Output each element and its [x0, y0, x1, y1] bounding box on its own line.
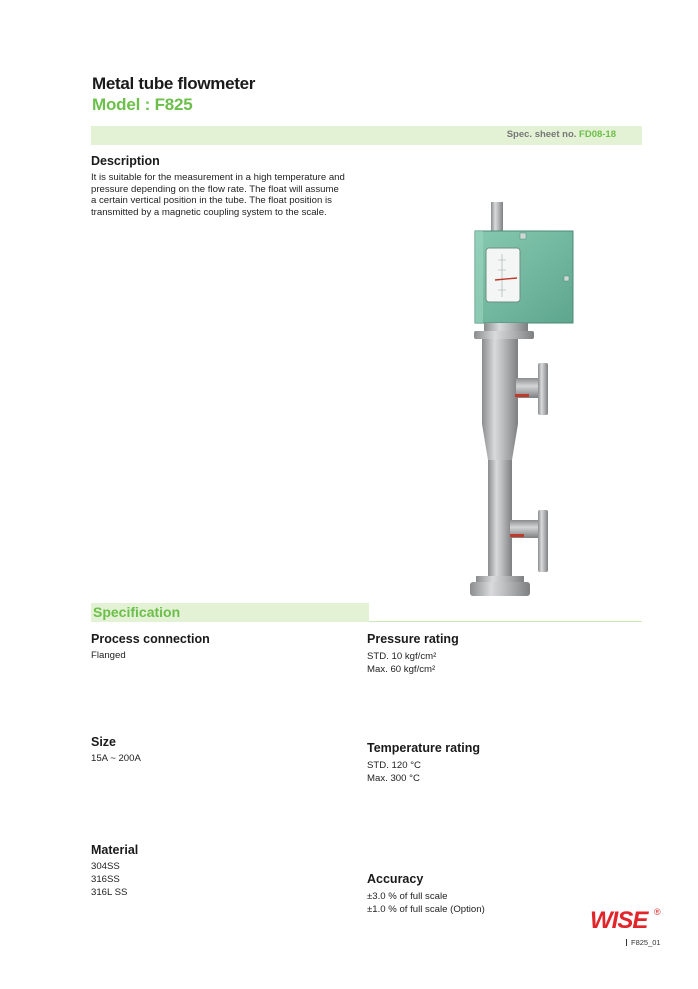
accuracy-section — [367, 872, 485, 916]
specification-heading: Specification — [93, 604, 181, 620]
top-stem — [491, 202, 503, 234]
pressure-rating-value: Max. 60 kgf/cm² — [367, 664, 436, 675]
top-flange — [474, 331, 534, 339]
material-section — [91, 843, 138, 899]
description-line: transmitted by a magnetic coupling system to the scale. — [91, 206, 327, 218]
process-connection-heading: Process connection — [91, 632, 210, 646]
accuracy-value: ±1.0 % of full scale (Option) — [367, 904, 485, 915]
description-line: pressure depending on the flow rate. The float will assume — [91, 183, 339, 195]
spec-sheet-number — [507, 129, 616, 140]
process-connection-value: Flanged — [91, 650, 126, 661]
pressure-rating-section — [367, 632, 459, 676]
model-name: Model : F825 — [92, 95, 193, 114]
description-text — [91, 172, 391, 218]
material-value: 316L SS — [91, 887, 128, 898]
size-value: 15A ~ 200A — [91, 753, 141, 764]
material-value: 316SS — [91, 874, 120, 885]
doc-code: F825_01 — [631, 938, 661, 947]
code-divider — [626, 939, 627, 946]
material-value: 304SS — [91, 861, 120, 872]
description-line: a certain vertical position in the tube. The float position is — [91, 195, 332, 207]
bottom-flange — [470, 582, 530, 596]
document-title: Metal tube flowmeter — [92, 74, 256, 93]
registered-mark: ® — [654, 907, 661, 917]
spec-sheet-bar — [91, 126, 642, 145]
upper-body — [482, 339, 518, 424]
temperature-rating-heading: Temperature rating — [367, 741, 480, 755]
spec-sheet-code: FD08-18 — [579, 129, 616, 140]
logo-text: WISE — [590, 907, 648, 932]
size-heading: Size — [91, 735, 117, 749]
document-code — [626, 938, 661, 947]
temperature-rating-value: STD. 120 °C — [367, 760, 421, 771]
size-section — [91, 735, 141, 765]
scale-window — [486, 248, 520, 302]
temperature-rating-section — [367, 741, 480, 785]
lower-body — [488, 460, 512, 576]
description-heading: Description — [91, 154, 160, 168]
accuracy-heading: Accuracy — [367, 872, 424, 886]
pressure-rating-value: STD. 10 kgf/cm² — [367, 651, 437, 662]
temperature-rating-value: Max. 300 °C — [367, 773, 420, 784]
wise-logo — [588, 904, 666, 932]
process-connection-section — [91, 632, 210, 662]
pressure-rating-heading: Pressure rating — [367, 632, 459, 646]
material-heading: Material — [91, 843, 139, 857]
accuracy-value: ±3.0 % of full scale — [367, 891, 448, 902]
spec-sheet-label: Spec. sheet no. — [506, 129, 577, 140]
specification-divider — [369, 621, 642, 622]
lower-side-flange — [538, 510, 548, 572]
upper-side-flange — [538, 363, 548, 415]
flowmeter-product-image — [460, 198, 580, 603]
description-line: It is suitable for the measurement in a high temperature and — [91, 172, 345, 183]
